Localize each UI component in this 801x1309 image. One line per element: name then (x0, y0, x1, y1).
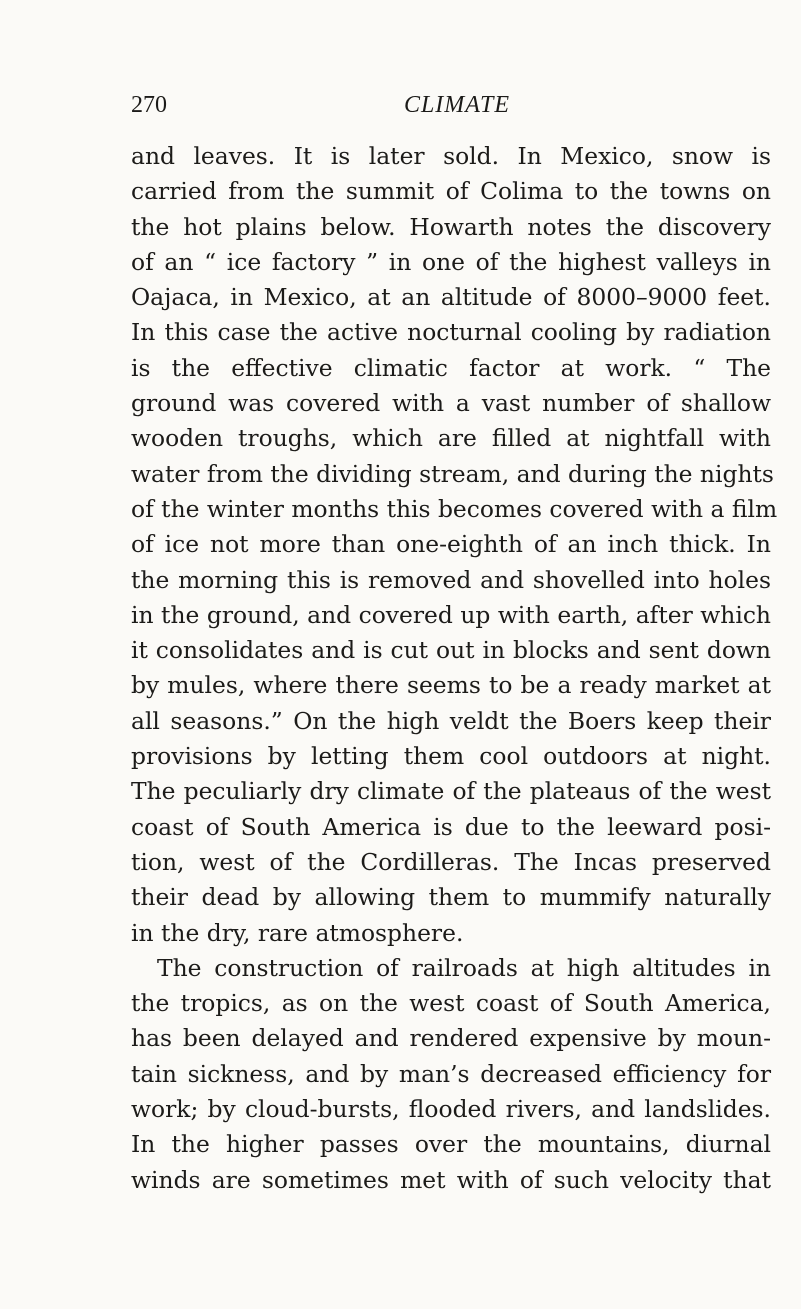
page-number: 270 (131, 92, 167, 118)
text-line: of an “ ice factory ” in one of the highest valleys in (131, 247, 771, 276)
text-line: in the dry, rare atmosphere. (131, 918, 464, 947)
text-line: it consolidates and is cut out in blocks and sent down (131, 636, 771, 665)
text-line: the tropics, as on the west coast of South America, (131, 989, 771, 1018)
text-line: tain sickness, and by man’s decreased efficiency for (131, 1059, 771, 1088)
text-line: In this case the active nocturnal cooling by radiation (131, 318, 771, 347)
text-line: wooden troughs, which are filled at nightfall with (131, 424, 771, 453)
text-line: of the winter months this becomes covered with a film (131, 494, 778, 523)
text-line: carried from the summit of Colima to the towns on (131, 177, 771, 206)
text-line: ground was covered with a vast number of shallow (131, 389, 771, 418)
running-head (131, 88, 767, 122)
text-line: the morning this is removed and shovelled into holes (131, 565, 771, 594)
text-line: the hot plains below. Howarth notes the discovery (131, 212, 771, 241)
text-line: has been delayed and rendered expensive by moun- (131, 1024, 771, 1053)
text-line: all seasons.” On the high veldt the Boers keep their (131, 706, 771, 735)
text-line: water from the dividing stream, and during the nights (131, 459, 774, 488)
text-line: tion, west of the Cordilleras. The Incas preserved (131, 847, 771, 876)
text-line: winds are sometimes met with of such velocity that (131, 1165, 771, 1194)
text-line: and leaves. It is later sold. In Mexico, snow is (131, 142, 771, 170)
text-line: their dead by allowing them to mummify naturally (131, 883, 771, 912)
text-line: in the ground, and covered up with earth, after which (131, 600, 771, 629)
body-text (131, 139, 778, 1198)
text-line: Oajaca, in Mexico, at an altitude of 8000–9000 feet. (131, 283, 771, 312)
running-title: CLIMATE (403, 92, 511, 118)
text-line: by mules, where there seems to be a ready market at (131, 671, 771, 700)
text-line: In the higher passes over the mountains, diurnal (131, 1130, 771, 1159)
text-line: The construction of railroads at high altitudes in (157, 953, 771, 982)
text-line: The peculiarly dry climate of the plateaus of the west (131, 777, 771, 806)
text-line: work; by cloud-bursts, flooded rivers, and landslides. (131, 1095, 771, 1124)
text-line: coast of South America is due to the leeward posi- (131, 812, 771, 841)
text-line: of ice not more than one-eighth of an inch thick. In (131, 530, 771, 559)
text-line: is the effective climatic factor at work. “ The (131, 353, 771, 382)
text-line: provisions by letting them cool outdoors at night. (131, 742, 771, 771)
